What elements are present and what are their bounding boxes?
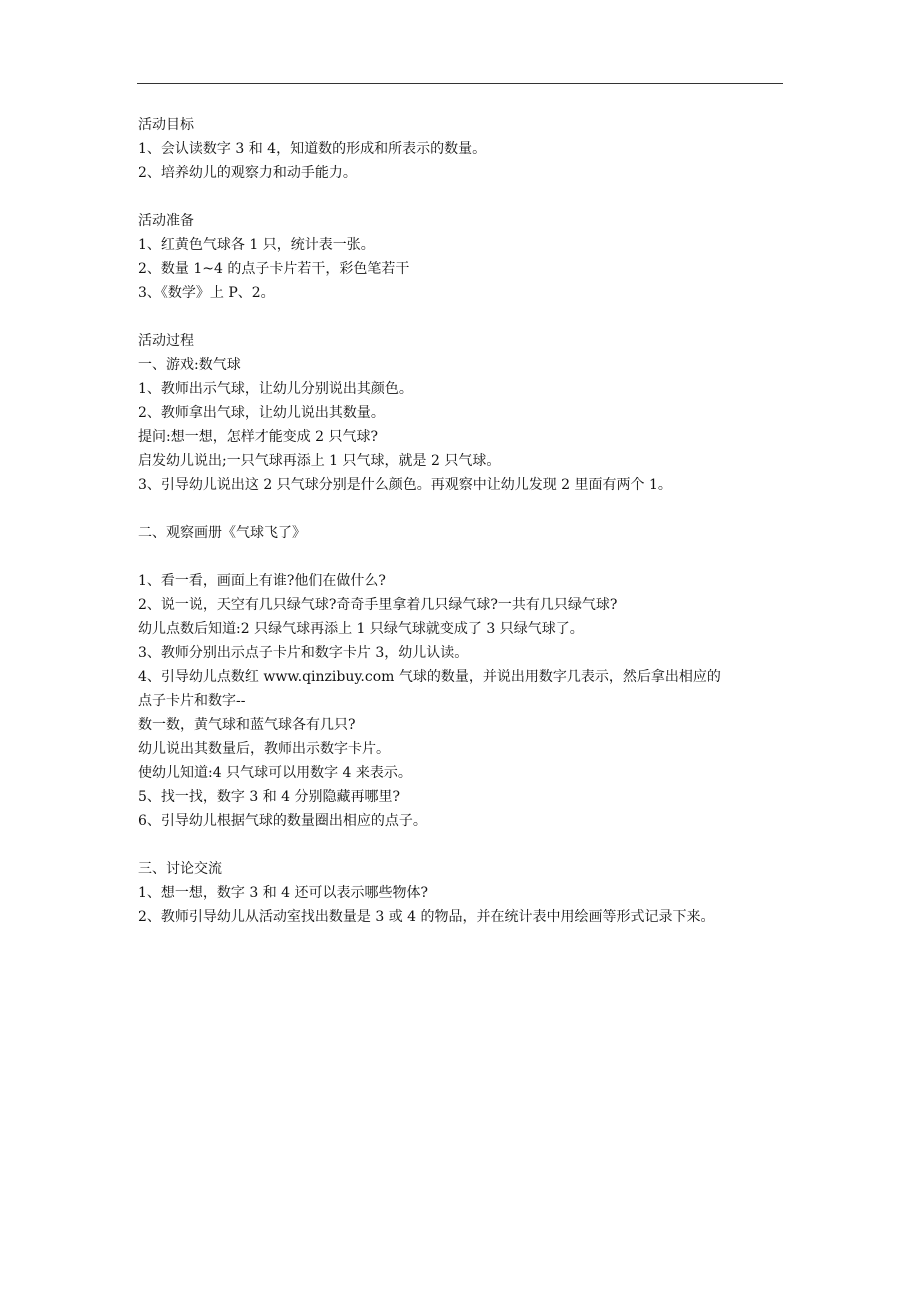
process-line: 1、看一看，画面上有谁?他们在做什么? (138, 573, 386, 589)
spacer (138, 545, 798, 569)
prep-item: 3、《数学》上 P、2。 (138, 285, 275, 301)
process-line: 2、教师拿出气球，让幼儿说出其数量。 (138, 405, 385, 421)
process-line: 数一数，黄气球和蓝气球各有几只? (138, 717, 356, 733)
process-line: 幼儿说出其数量后，教师出示数字卡片。 (138, 741, 390, 757)
prep-item: 1、红黄色气球各 1 只，统计表一张。 (138, 237, 375, 253)
process-line: 1、教师出示气球，让幼儿分别说出其颜色。 (138, 381, 413, 397)
subsection-title-discussion: 三、讨论交流 (138, 861, 222, 877)
spacer (138, 497, 798, 521)
section-prep (138, 209, 798, 305)
subsection-title-picture-book: 二、观察画册《气球飞了》 (138, 525, 306, 541)
goal-item: 2、培养幼儿的观察力和动手能力。 (138, 165, 357, 181)
header-rule (137, 83, 783, 84)
section-heading-prep: 活动准备 (138, 213, 194, 229)
section-goals (138, 113, 798, 185)
process-line: 点子卡片和数字-- (138, 693, 246, 709)
process-line: 提问:想一想，怎样才能变成 2 只气球? (138, 429, 379, 445)
subsection-title-game: 一、游戏:数气球 (138, 357, 241, 373)
process-line: 6、引导幼儿根据气球的数量圈出相应的点子。 (138, 813, 427, 829)
process-line: 3、引导幼儿说出这 2 只气球分别是什么颜色。再观察中让幼儿发现 2 里面有两个 1。 (138, 477, 672, 493)
process-line: 幼儿点数后知道:2 只绿气球再添上 1 只绿气球就变成了 3 只绿气球了。 (138, 621, 584, 637)
process-line: 3、教师分别出示点子卡片和数字卡片 3，幼儿认读。 (138, 645, 469, 661)
spacer (138, 833, 798, 857)
process-line: 5、找一找，数字 3 和 4 分别隐藏再哪里? (138, 789, 401, 805)
process-line: 2、教师引导幼儿从活动室找出数量是 3 或 4 的物品，并在统计表中用绘画等形式记录下来。 (138, 909, 715, 925)
spacer (138, 185, 798, 209)
document-body (138, 113, 798, 929)
section-heading-goals: 活动目标 (138, 117, 194, 133)
process-line: 1、想一想，数字 3 和 4 还可以表示哪些物体? (138, 885, 429, 901)
process-line: 启发幼儿说出;一只气球再添上 1 只气球，就是 2 只气球。 (138, 453, 501, 469)
process-line: 4、引导幼儿点数红 www.qinzibuy.com 气球的数量，并说出用数字几表示，然后拿出相应的 (138, 669, 721, 685)
process-line: 2、说一说，天空有几只绿气球?奇奇手里拿着几只绿气球?一共有几只绿气球? (138, 597, 618, 613)
prep-item: 2、数量 1~4 的点子卡片若干，彩色笔若干 (138, 261, 410, 277)
goal-item: 1、会认读数字 3 和 4，知道数的形成和所表示的数量。 (138, 141, 487, 157)
process-line: 使幼儿知道:4 只气球可以用数字 4 来表示。 (138, 765, 412, 781)
spacer (138, 305, 798, 329)
section-heading-process: 活动过程 (138, 333, 194, 349)
section-process (138, 329, 798, 929)
